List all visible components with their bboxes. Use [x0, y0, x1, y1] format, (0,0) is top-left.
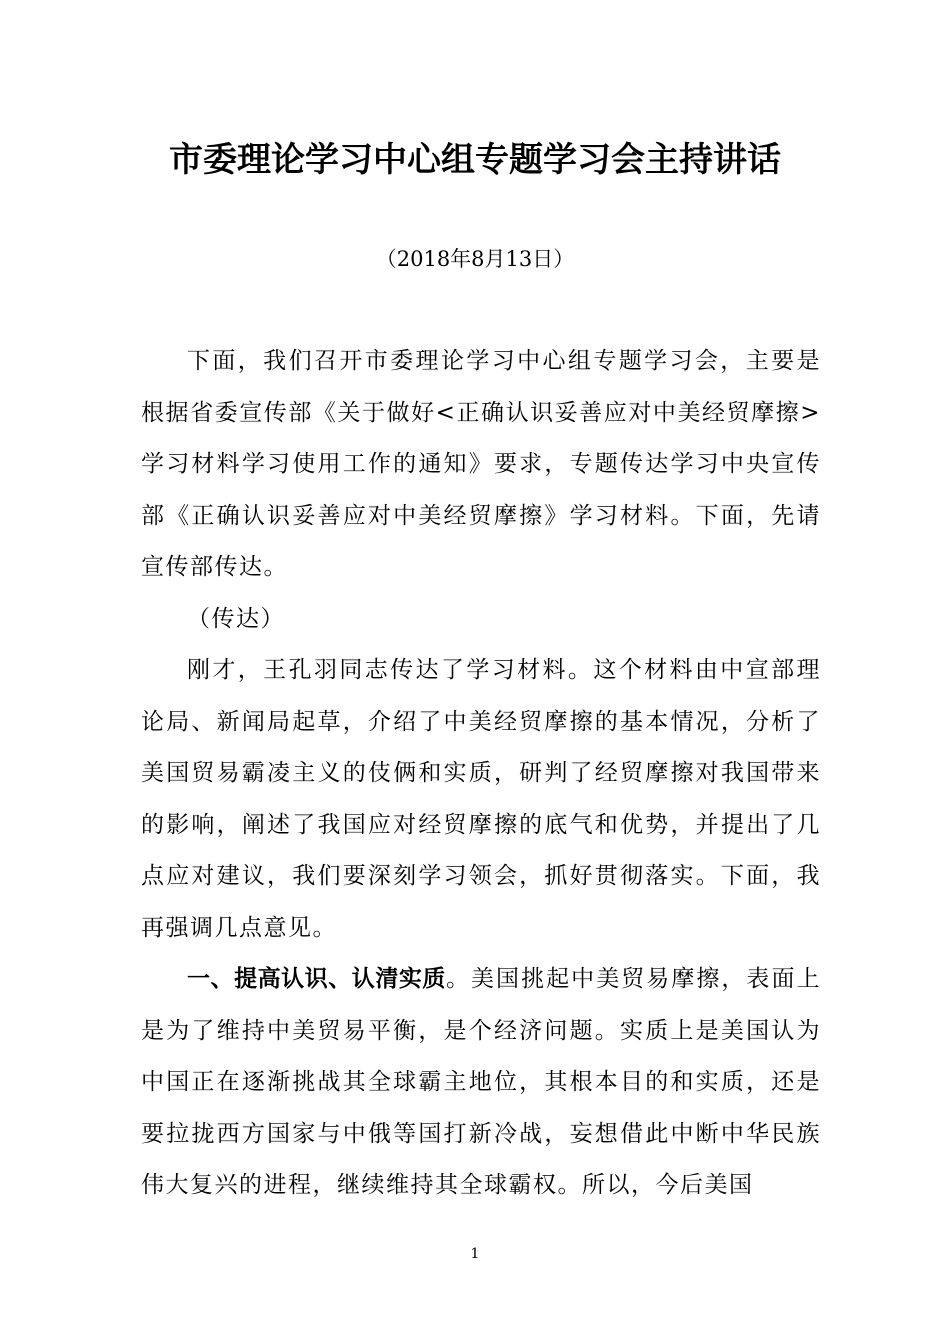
document-title: 市委理论学习中心组专题学习会主持讲话 — [169, 140, 781, 180]
paragraph-point-one-text: 。美国挑起中美贸易摩擦，表面上是为了维持中美贸易平衡，是个经济问题。实质上是美国认为中国正在逐渐挑战其全球霸主地位，其根本目的和实质，还是要拉拢西方国家与中俄等国打新冷战，妄想借此中断中华民族伟大复兴的进程，继续维持其全球霸权。所以，今后美国 — [141, 966, 822, 1198]
paragraph-relay-note: （传达） — [187, 605, 285, 632]
paragraph-opening: 下面，我们召开市委理论学习中心组专题学习会，主要是根据省委宣传部《关于做好<正确认识妥善应对中美经贸摩擦>学习材料学习使用工作的通知》要求，专题传达学习中央宣传部《正确认识妥善应对中美经贸摩擦》学习材料。下面，先请宣传部传达。 — [141, 348, 821, 580]
paragraph-point-one — [141, 954, 821, 1212]
paragraph-summary: 刚才，王孔羽同志传达了学习材料。这个材料由中宣部理论局、新闻局起草，介绍了中美经贸摩擦的基本情况，分析了美国贸易霸凌主义的伎俩和实质，研判了经贸摩擦对我国带来的影响，阐述了我国应对经贸摩擦的底气和优势，并提出了几点应对建议，我们要深刻学习领会，抓好贯彻落实。下面，我再强调几点意见。 — [141, 657, 821, 941]
section-heading-one: 一、提高认识、认清实质 — [187, 966, 446, 992]
document-body — [141, 336, 821, 1212]
page-number: 1 — [470, 1246, 480, 1262]
document-date: （2018年8月13日） — [375, 247, 575, 271]
